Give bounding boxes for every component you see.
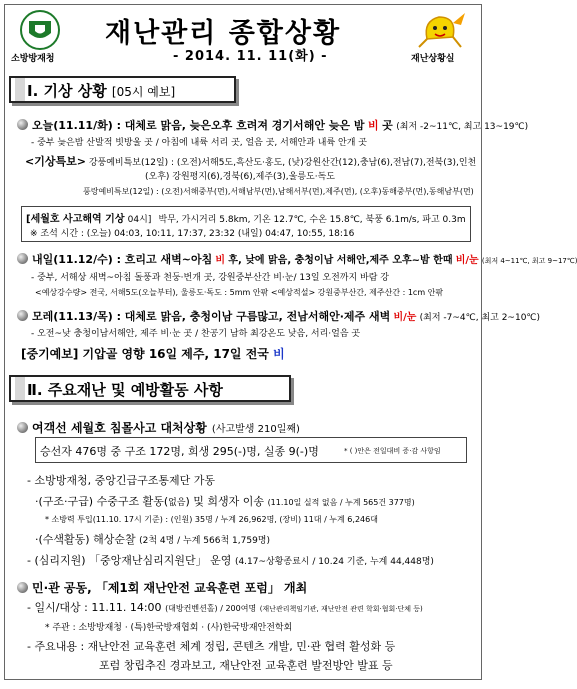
tide-times: ※ 조석 시간 : (오늘) 04:03, 10:11, 17:37, 23:32 (내일) 04:47, 10:55, 18:16 [30, 229, 355, 239]
response-line-4: ·(수색활동) 해상순찰 (2척 4명 / 누계 566척 1,759명) [35, 533, 271, 546]
page-title: 재난관리 종합상황 [105, 18, 342, 49]
accident-weather-label: [세월호 사고해역 기상 [26, 214, 125, 225]
response-line-5: - (심리지원) 「중앙재난심리지원단」 운영 (4.17~상황종료시 / 10.24 기준, 누계 44,448명) [27, 554, 434, 567]
today-forecast: 오늘(11.11/화) : 대체로 맑음, 늦은오후 흐려져 경기서해안 늦은 밤 비 곳 (최저 -2~11℃, 최고 13~19℃) [17, 117, 528, 133]
tomorrow-detail-2: <예상강수량> 전국, 서해5도(오늘부터), 울릉도·독도 : 5mm 안팎 <예상적설> 강원중부산간, 제주산간 : 1cm 안팎 [35, 288, 444, 297]
report-page [4, 4, 577, 680]
accident-weather-values: 박무, 가시거리 5.8km, 기온 12.7℃, 수온 15.8℃, 북풍 6.1m/s, 파고 0.3m [158, 215, 466, 225]
forum-line-3: - 주요내용 : 재난안전 교육훈련 체계 정립, 콘텐츠 개발, 민·관 협력 활성화 등 [27, 640, 396, 653]
dayafter-detail: - 오전~낮 충청이남서해안, 제주 비·눈 곳 / 찬공기 남하 최강온도 낮음, 서리·얼음 곳 [31, 329, 361, 339]
special-advisory-3: 풍랑예비특보(12일) : (오전)서해중부(먼),서해남부(먼),남해서부(먼),제주(먼), (오후)동해중부(먼),동해남부(먼) [83, 187, 474, 196]
casualty-stats-note: * ( )안은 전일대비 증·감 사항임 [344, 447, 441, 455]
response-line-3: * 소방력 투입(11.10. 17시 기준) : (인원) 35명 / 누계 26,962명, (장비) 11대 / 누계 6,246대 [45, 515, 378, 524]
report-date: - 2014. 11. 11(화) - [173, 49, 328, 64]
special-advisory-1: <기상특보> 강풍예비특보(12일) : (오전)서해5도,흑산도·홍도, (낮)강원산간(12),충남(6),전남(7),전북(3),인천 [25, 155, 477, 168]
mascot-icon [405, 9, 475, 51]
bullet-icon [17, 119, 28, 130]
accident-weather-box: [세월호 사고해역 기상 04시] 박무, 가시거리 5.8km, 기온 12.7℃, 수온 15.8℃, 북풍 6.1m/s, 파고 0.3m ※ 조석 시간 : (오늘) 04:03, 10:11, 17:37, 23:32 (내일) 04:47, 10:55, 18:16 [21, 206, 471, 242]
section2-title: Ⅱ. 주요재난 및 예방활동 사항 [27, 381, 223, 399]
bullet-icon [17, 422, 28, 433]
sewol-item-title: 여객선 세월호 침몰사고 대처상황 (사고발생 210일째) [17, 417, 300, 436]
forum-line-4: 포럼 창립추진 경과보고, 재난안전 교육훈련 발전방안 발표 등 [99, 659, 393, 672]
forum-line-1: - 일시/대상 : 11.11. 14:00 (대방컨벤션홀) / 200여명 (재난관리책임기관, 재난안전 관련 학회·협회·단체 등) [27, 601, 423, 614]
agency-logo-icon [9, 9, 71, 51]
tomorrow-forecast: 내일(11.12/수) : 흐리고 새벽~아침 비 후, 낮에 맑음, 충청이남 서해안,제주 오후~밤 한때 비/눈 (최저 4~11℃, 최고 9~17℃) [17, 251, 577, 267]
bullet-icon [17, 253, 28, 264]
logo-label: 소방방재청 [11, 54, 55, 64]
response-line-1: - 소방방재청, 중앙긴급구조통제단 가동 [27, 474, 215, 487]
casualty-stats-box [35, 437, 467, 463]
section1-title: Ⅰ. 기상 상황 [27, 82, 107, 100]
forum-line-2: * 주관 : 소방방재청 · (특)한국방재협회 · (사)한국방재안전학회 [45, 623, 293, 633]
response-line-2: ·(구조·구급) 수중구조 활동(없음) 및 희생자 이송 (11.10일 실적 없음 / 누계 565건 377명) [35, 495, 415, 508]
dayafter-forecast: 모레(11.13/목) : 대체로 맑음, 충청이남 구름많고, 전남서해안·제주 새벽 비/눈 (최저 -7~4℃, 최고 2~10℃) [17, 308, 540, 324]
section2-header [9, 375, 291, 402]
logo-block [9, 9, 71, 65]
section1-subtitle: [05시 예보] [111, 85, 176, 99]
forum-item-title: 민·관 공동, 「제1회 재난안전 교육훈련 포럼」 개최 [17, 577, 307, 596]
today-detail: - 중부 늦은밤 산발적 빗방울 곳 / 아침에 내륙 서리 곳, 얼음 곳, 서해안과 내륙 안개 곳 [31, 138, 367, 148]
section1-header [9, 76, 236, 103]
bullet-icon [17, 582, 28, 593]
tomorrow-detail-1: - 중부, 서해상 새벽~아침 돌풍과 천둥·번개 곳, 강원중부산간 비·눈/ 13일 오전까지 바람 강 [31, 273, 389, 283]
mascot-block [405, 9, 475, 65]
midterm-forecast: [중기예보] 기압골 영향 16일 제주, 17일 전국 비 [21, 347, 285, 361]
mascot-label: 재난상황실 [411, 54, 455, 64]
special-advisory-2: (오후) 강원평지(6),경북(6),제주(3),울릉도·독도 [145, 172, 335, 182]
casualty-stats: 승선자 476명 중 구조 172명, 희생 295(-)명, 실종 9(-)명 [40, 445, 319, 458]
bullet-icon [17, 310, 28, 321]
